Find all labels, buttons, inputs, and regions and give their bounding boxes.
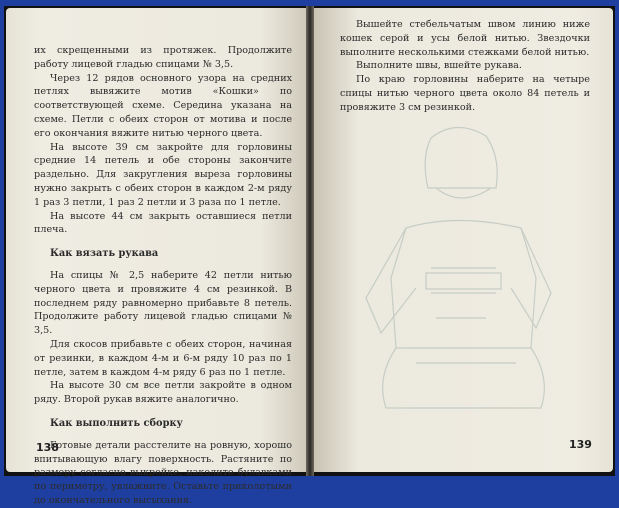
paragraph: На спицы № 2,5 наберите 42 петли нитью черного цвета и провяжите 4 см резинкой. В последнем ряду равномерно прибавьте 8 петель. Продолжите работу лицевой гладью спицами № 3,5. bbox=[34, 269, 292, 337]
section-heading-assembly: Как выполнить сборку bbox=[50, 417, 183, 429]
paragraph: Через 12 рядов основного узора на средних петлях вывяжите мотив «Кошки» по соответствующей схеме. Середина указана на схеме. Петли с обеих сторон от мотива и после его окончания вяжите нитью черного цвета. bbox=[34, 72, 292, 139]
page-number-right: 139 bbox=[569, 438, 592, 451]
page-number-left: 138 bbox=[36, 441, 59, 454]
book-spread bbox=[4, 6, 615, 506]
paragraph: Вышейте стебельчатым швом линию ниже кошек серой и усы белой нитью. Звездочки выполните несколькими стежками белой нитью. bbox=[340, 19, 590, 58]
paragraph: Выполните швы, вшейте рукава. bbox=[356, 60, 522, 72]
section-heading-sleeves: Как вязать рукава bbox=[50, 248, 159, 260]
paragraph: Готовые детали расстелите на ровную, хорошо впитывающую влагу поверхность. Растяните по размеру согласно выкройке, наколите булавками по периметру, увлажните. Оставьте приколотыми до окончательного высыхания. bbox=[34, 439, 292, 506]
paragraph: Для скосов прибавьте с обеих сторон, начиная от резинки, в каждом 4-м и 6-м ряду 10 раз по 1 петле, затем в каждом 4-м ряду 6 раз по 1 петле. bbox=[34, 338, 292, 378]
paragraph: их скрещенными из протяжек. Продолжите работу лицевой гладью спицами № 3,5. bbox=[34, 45, 292, 70]
paragraph: На высоте 30 см все петли закройте в одном ряду. Второй рукав вяжите аналогично. bbox=[34, 380, 292, 406]
ghost-illustration-girl-in-sweater bbox=[336, 118, 576, 418]
right-page bbox=[314, 8, 613, 472]
paragraph: По краю горловины наберите на четыре спицы нитью черного цвета около 84 петель и провяжите 3 см резинкой. bbox=[340, 74, 590, 113]
book-gutter bbox=[306, 6, 314, 476]
left-page bbox=[6, 8, 306, 506]
paragraph: На высоте 39 см закройте для горловины средние 14 петель и обе стороны закончите раздельно. Для закругления выреза горловины нужно закрыть с обеих сторон в каждом 2-м ряду 1 раз 3 петли, 1 раз 2 петли и 3 раза по 1 петле. bbox=[34, 141, 292, 208]
paragraph: На высоте 44 см закрыть оставшиеся петли плеча. bbox=[34, 210, 292, 236]
left-page-text bbox=[34, 44, 292, 508]
right-page-text bbox=[340, 18, 590, 115]
